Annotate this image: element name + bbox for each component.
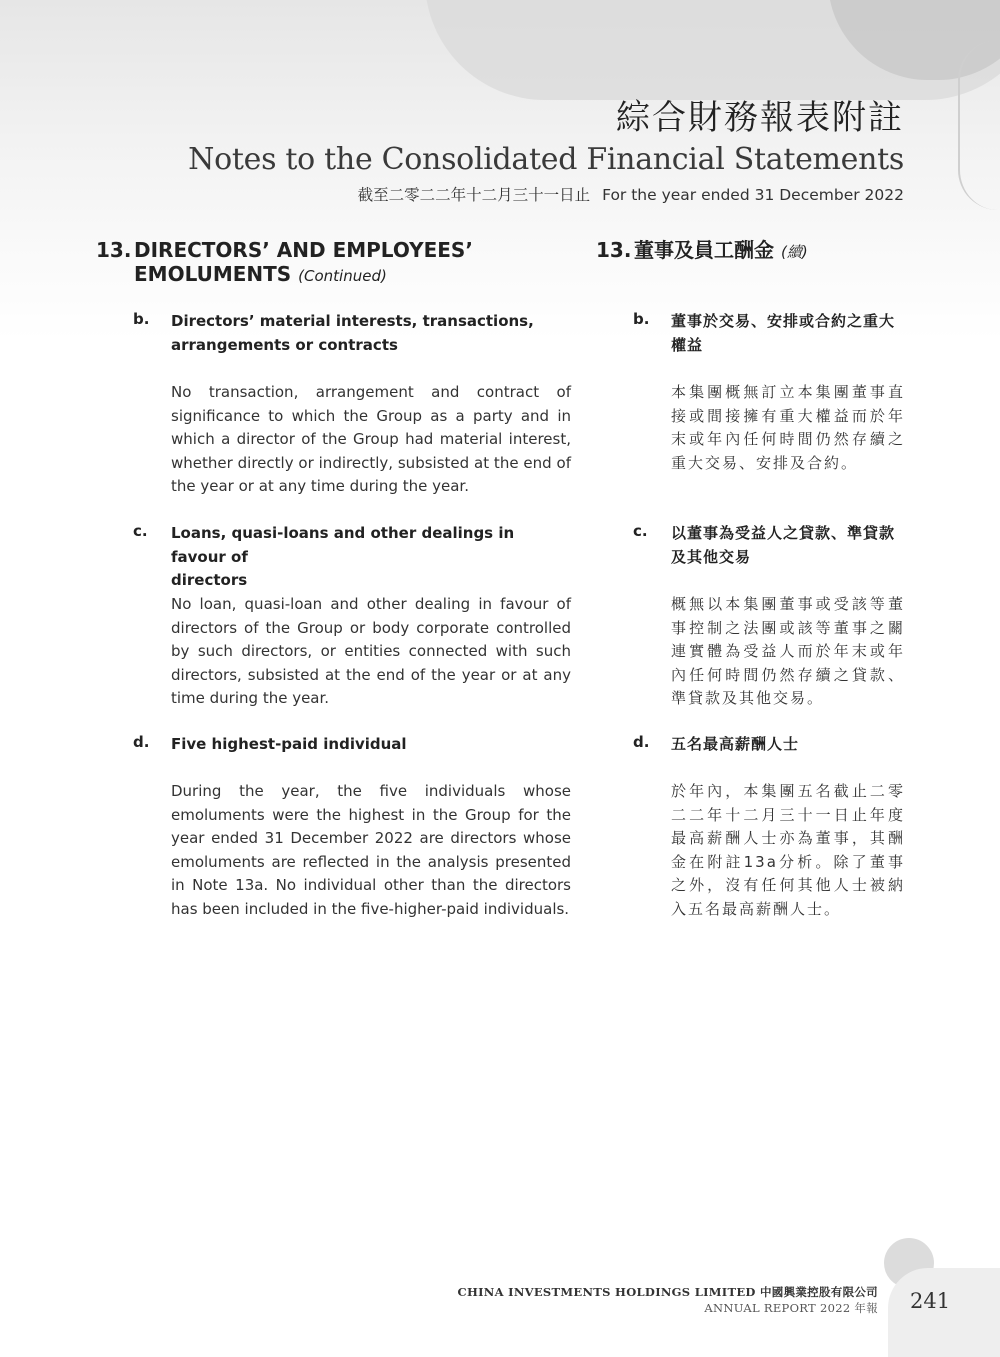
item-label: b. [133,310,150,328]
item-body: During the year, the five individuals whose emoluments were the highest in the Group for the year ended 31 December 2022 are directors whose emoluments are reflected in the analysis presented in Note 13a. No individual other than the directors has been included in the five-higher-paid individuals. [171,782,571,918]
item-title-line: Five highest-paid individual [171,735,407,753]
item-title-line: 董事於交易、安排或合約之重大 [671,312,896,330]
item-body: No loan, quasi-loan and other dealing in favour of directors of the Group or body corporate controlled by such directors, or entities connected with such directors, subsisted at the end of the year or at any time during the year. [171,595,571,707]
section-continued-en: (Continued) [298,267,387,285]
page-number: 241 [910,1289,951,1313]
item-title [671,310,906,357]
note-item-b-zh [633,310,908,480]
page-subtitle-en: For the year ended 31 December 2022 [602,186,904,204]
section-title-zh [634,238,808,264]
item-title [671,733,906,757]
item-label: c. [133,522,148,540]
page-subtitle [188,184,904,206]
note-item-d-en [133,733,573,933]
item-label: b. [633,310,650,328]
page-header [188,96,904,206]
section-title-en-line1: DIRECTORS’ AND EMPLOYEES’ [134,238,473,262]
item-title [171,733,573,757]
item-title-line: 及其他交易 [671,547,752,566]
page-footer [458,1284,879,1316]
note-item-c-zh [633,522,908,712]
item-title-line: directors [171,571,248,589]
item-label: d. [133,733,150,751]
section-title-en-line2: EMOLUMENTS [134,262,292,286]
item-title-line: 權益 [671,335,704,354]
note-item-d-zh [633,733,908,933]
item-title [171,310,573,357]
section-number-en: 13. [96,238,132,262]
page-subtitle-zh: 截至二零二二年十二月三十一日止 [357,186,591,204]
note-item-b-en [133,310,573,500]
item-title-line: Directors’ material interests, transactions, [171,312,534,330]
page-title-en: Notes to the Consolidated Financial Statements [188,142,904,177]
section-continued-zh: (續) [780,243,808,261]
item-label: c. [633,522,648,540]
item-title [671,522,906,569]
note-item-c-en [133,522,573,712]
item-title-line: Loans, quasi-loans and other dealings in favour of [171,524,515,566]
footer-report: ANNUAL REPORT 2022 年報 [704,1301,878,1315]
section-title-en [134,238,473,288]
section-heading-zh [596,238,916,266]
item-body: 概無以本集團董事或受該等董事控制之法團或該等董事之關連實體為受益人而於年末或年內任何時間仍然存續之貸款、準貸款及其他交易。 [671,595,905,707]
item-label: d. [633,733,650,751]
section-title-zh-text: 董事及員工酬金 [634,238,774,262]
item-body: 於年內，本集團五名截止二零二二年十二月三十一日止年度最高薪酬人士亦為董事，其酬金在附註13a分析。除了董事之外，沒有任何其他人士被納入五名最高薪酬人士。 [671,782,905,918]
page-title-zh: 綜合財務報表附註 [616,98,904,138]
item-title-line: arrangements or contracts [171,335,398,354]
item-title [171,522,573,593]
item-body: No transaction, arrangement and contract of significance to which the Group as a party and in which a director of the Group had material interest, whether directly or indirectly, subsisted at the end of the year or at any time during the year. [171,383,571,495]
section-number-zh: 13. [596,238,632,262]
header-decor-arc [958,40,1000,210]
item-body: 本集團概無訂立本集團董事直接或間接擁有重大權益而於年末或年內任何時間仍然存續之重大交易、安排及合約。 [671,383,905,472]
section-heading-en [96,238,566,290]
item-title-line: 以董事為受益人之貸款、準貸款 [671,524,896,542]
footer-company: CHINA INVESTMENTS HOLDINGS LIMITED 中國興業控股有限公司 [457,1285,878,1299]
item-title-line: 五名最高薪酬人士 [671,735,800,753]
